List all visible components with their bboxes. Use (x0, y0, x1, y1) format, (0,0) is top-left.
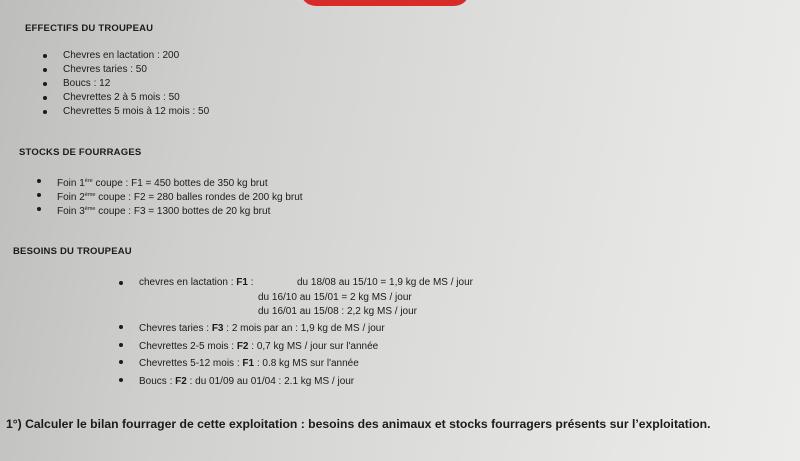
list-item: Chevrettes 2-5 mois : F2 : 0,7 kg MS / jour sur l'année (139, 338, 385, 356)
list-item: Chevrettes 5 mois à 12 mois : 50 (63, 106, 210, 117)
question-text: 1°) Calculer le bilan fourrager de cette exploitation : besoins des animaux et stocks fourragers présents sur l’exploitation. (6, 417, 711, 431)
period: du 18/08 au 15/10 = 1,9 kg de MS / jour (297, 277, 473, 288)
list-item: Boucs : 12 (63, 77, 209, 91)
period: du 16/01 au 15/08 : 2,2 kg MS / jour (258, 306, 417, 317)
list-item: Chevres en lactation : 200 (63, 49, 209, 63)
heading-effectifs: EFFECTIFS DU TROUPEAU (25, 23, 154, 34)
list-item: Chevrettes 2 à 5 mois : 50 (63, 91, 209, 105)
list-item: Foin 3ème coupe : F3 = 1300 bottes de 20 kg brut (57, 202, 303, 216)
list-item: Foin 2ème coupe : F2 = 280 balles rondes de 200 kg brut (57, 188, 303, 202)
besoins-list (139, 320, 385, 390)
list-item: Foin 1ère coupe : F1 = 450 bottes de 350 kg brut (57, 174, 303, 188)
list-item-lactation: chevres en lactation : F1 : du 18/08 au 15/10 = 1,9 kg de MS / jour (139, 277, 473, 288)
besoins-lactation (139, 276, 473, 290)
list-item: Boucs : F2 : du 01/09 au 01/04 : 2.1 kg MS / jour (139, 373, 385, 391)
stocks-list (57, 174, 303, 216)
effectifs-list (63, 49, 209, 119)
heading-besoins: BESOINS DU TROUPEAU (13, 246, 132, 257)
heading-stocks: STOCKS DE FOURRAGES (19, 147, 142, 158)
list-item: Chevrettes 5-12 mois : F1 : 0.8 kg MS sur l'année (139, 355, 385, 373)
list-item: Chevres taries : 50 (63, 63, 209, 77)
period: du 16/10 au 15/01 = 2 kg MS / jour (258, 292, 412, 303)
list-item: Chevres taries : F3 : 2 mois par an : 1,9 kg de MS / jour (139, 320, 385, 338)
red-paper-mark (300, 0, 470, 6)
